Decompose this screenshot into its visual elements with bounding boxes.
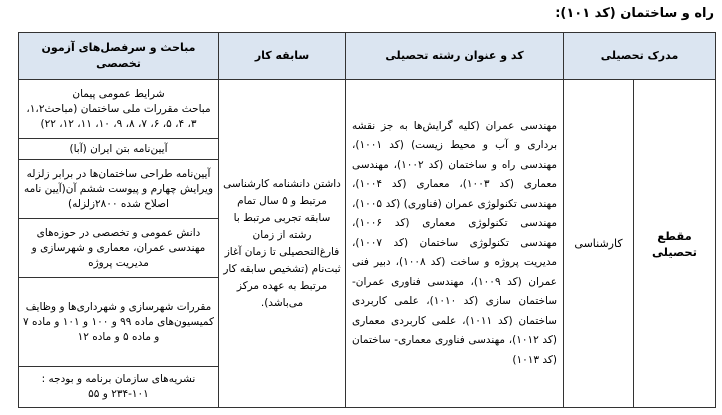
header-degree: مدرک تحصیلی <box>564 33 716 80</box>
header-fields: کد و عنوان رشته تحصیلی <box>346 33 564 80</box>
topic-item: دانش عمومی و تخصصی در حوزه‌های مهندسی عمران، معماری و شهرسازی و مدیریت پروژه <box>19 219 219 278</box>
topic-item: شرایط عمومی پیمان مباحث مقررات ملی ساختمان (مباحث۱،۲، ۳، ۴، ۵، ۶، ۷، ۸، ۹، ۱۰، ۱۱، ۱۲، ۲۲) <box>19 80 219 139</box>
header-topics: مباحث و سرفصل‌های آزمون تخصصی <box>19 33 219 80</box>
requirements-table <box>18 32 716 408</box>
topic-item: نشریه‌های سازمان برنامه و بودجه : ۱۰۱-۲۳۴ و ۵۵ <box>19 367 219 408</box>
category-cell: مقطع تحصیلی <box>634 80 716 408</box>
topic-item: آیین‌نامه طراحی ساختمان‌ها در برابر زلزله ویرایش چهارم و پیوست ششم آن(آیین نامه اصلاح شده ۲۸۰۰زلزله) <box>19 160 219 219</box>
page-title: راه و ساختمان (کد ۱۰۱): <box>555 6 714 21</box>
table-row <box>19 80 716 139</box>
fields-cell: مهندسی عمران (کلیه گرایش‌ها به جز نقشه برداری و آب و محیط زیست) (کد ۱۰۰۱)، مهندسی راه و ساختمان (کد ۱۰۰۲)، مهندسی معماری (کد ۱۰۰۳)، معماری (کد ۱۰۰۴)، مهندسی تکنولوژی عمران (فناوری) (کد ۱۰۰۵)، مهندسی تکنولوژی معماری (کد ۱۰۰۶)، مهندسی تکنولوژی ساختمان (کد ۱۰۰۷)، مدیریت پروژه و ساخت (کد ۱۰۰۸)، دبیر فنی عمران (کد ۱۰۰۹)، مهندسی فناوری عمران- ساختمان سازی (کد ۱۰۱۰)، علمی کاربردی ساختمان (کد ۱۰۱۱)، علمی کاربردی معماری (کد ۱۰۱۲)، مهندسی فناوری معماری- ساختمان (کد ۱۰۱۳) <box>346 80 564 408</box>
experience-cell: داشتن دانشنامه کارشناسی مرتبط و ۵ سال تمام سابقه تجربی مرتبط با رشته از زمان فارغ‌التحصیلی تا زمان آغاز ثبت‌نام (تشخیص سابقه کار مرتبط به عهده مرکز می‌باشد). <box>219 80 346 408</box>
topic-item: مقررات شهرسازی و شهرداری‌ها و وظایف کمیسیون‌های ماده ۹۹ و ۱۰۰ و ۱۰۱ و ماده ۷ و ماده ۵ و ماده ۱۲ <box>19 278 219 367</box>
topic-item: آیین‌نامه بتن ایران (آبا) <box>19 139 219 160</box>
table-header-row <box>19 33 716 80</box>
level-cell: کارشناسی <box>564 80 634 408</box>
header-experience: سابقه کار <box>219 33 346 80</box>
